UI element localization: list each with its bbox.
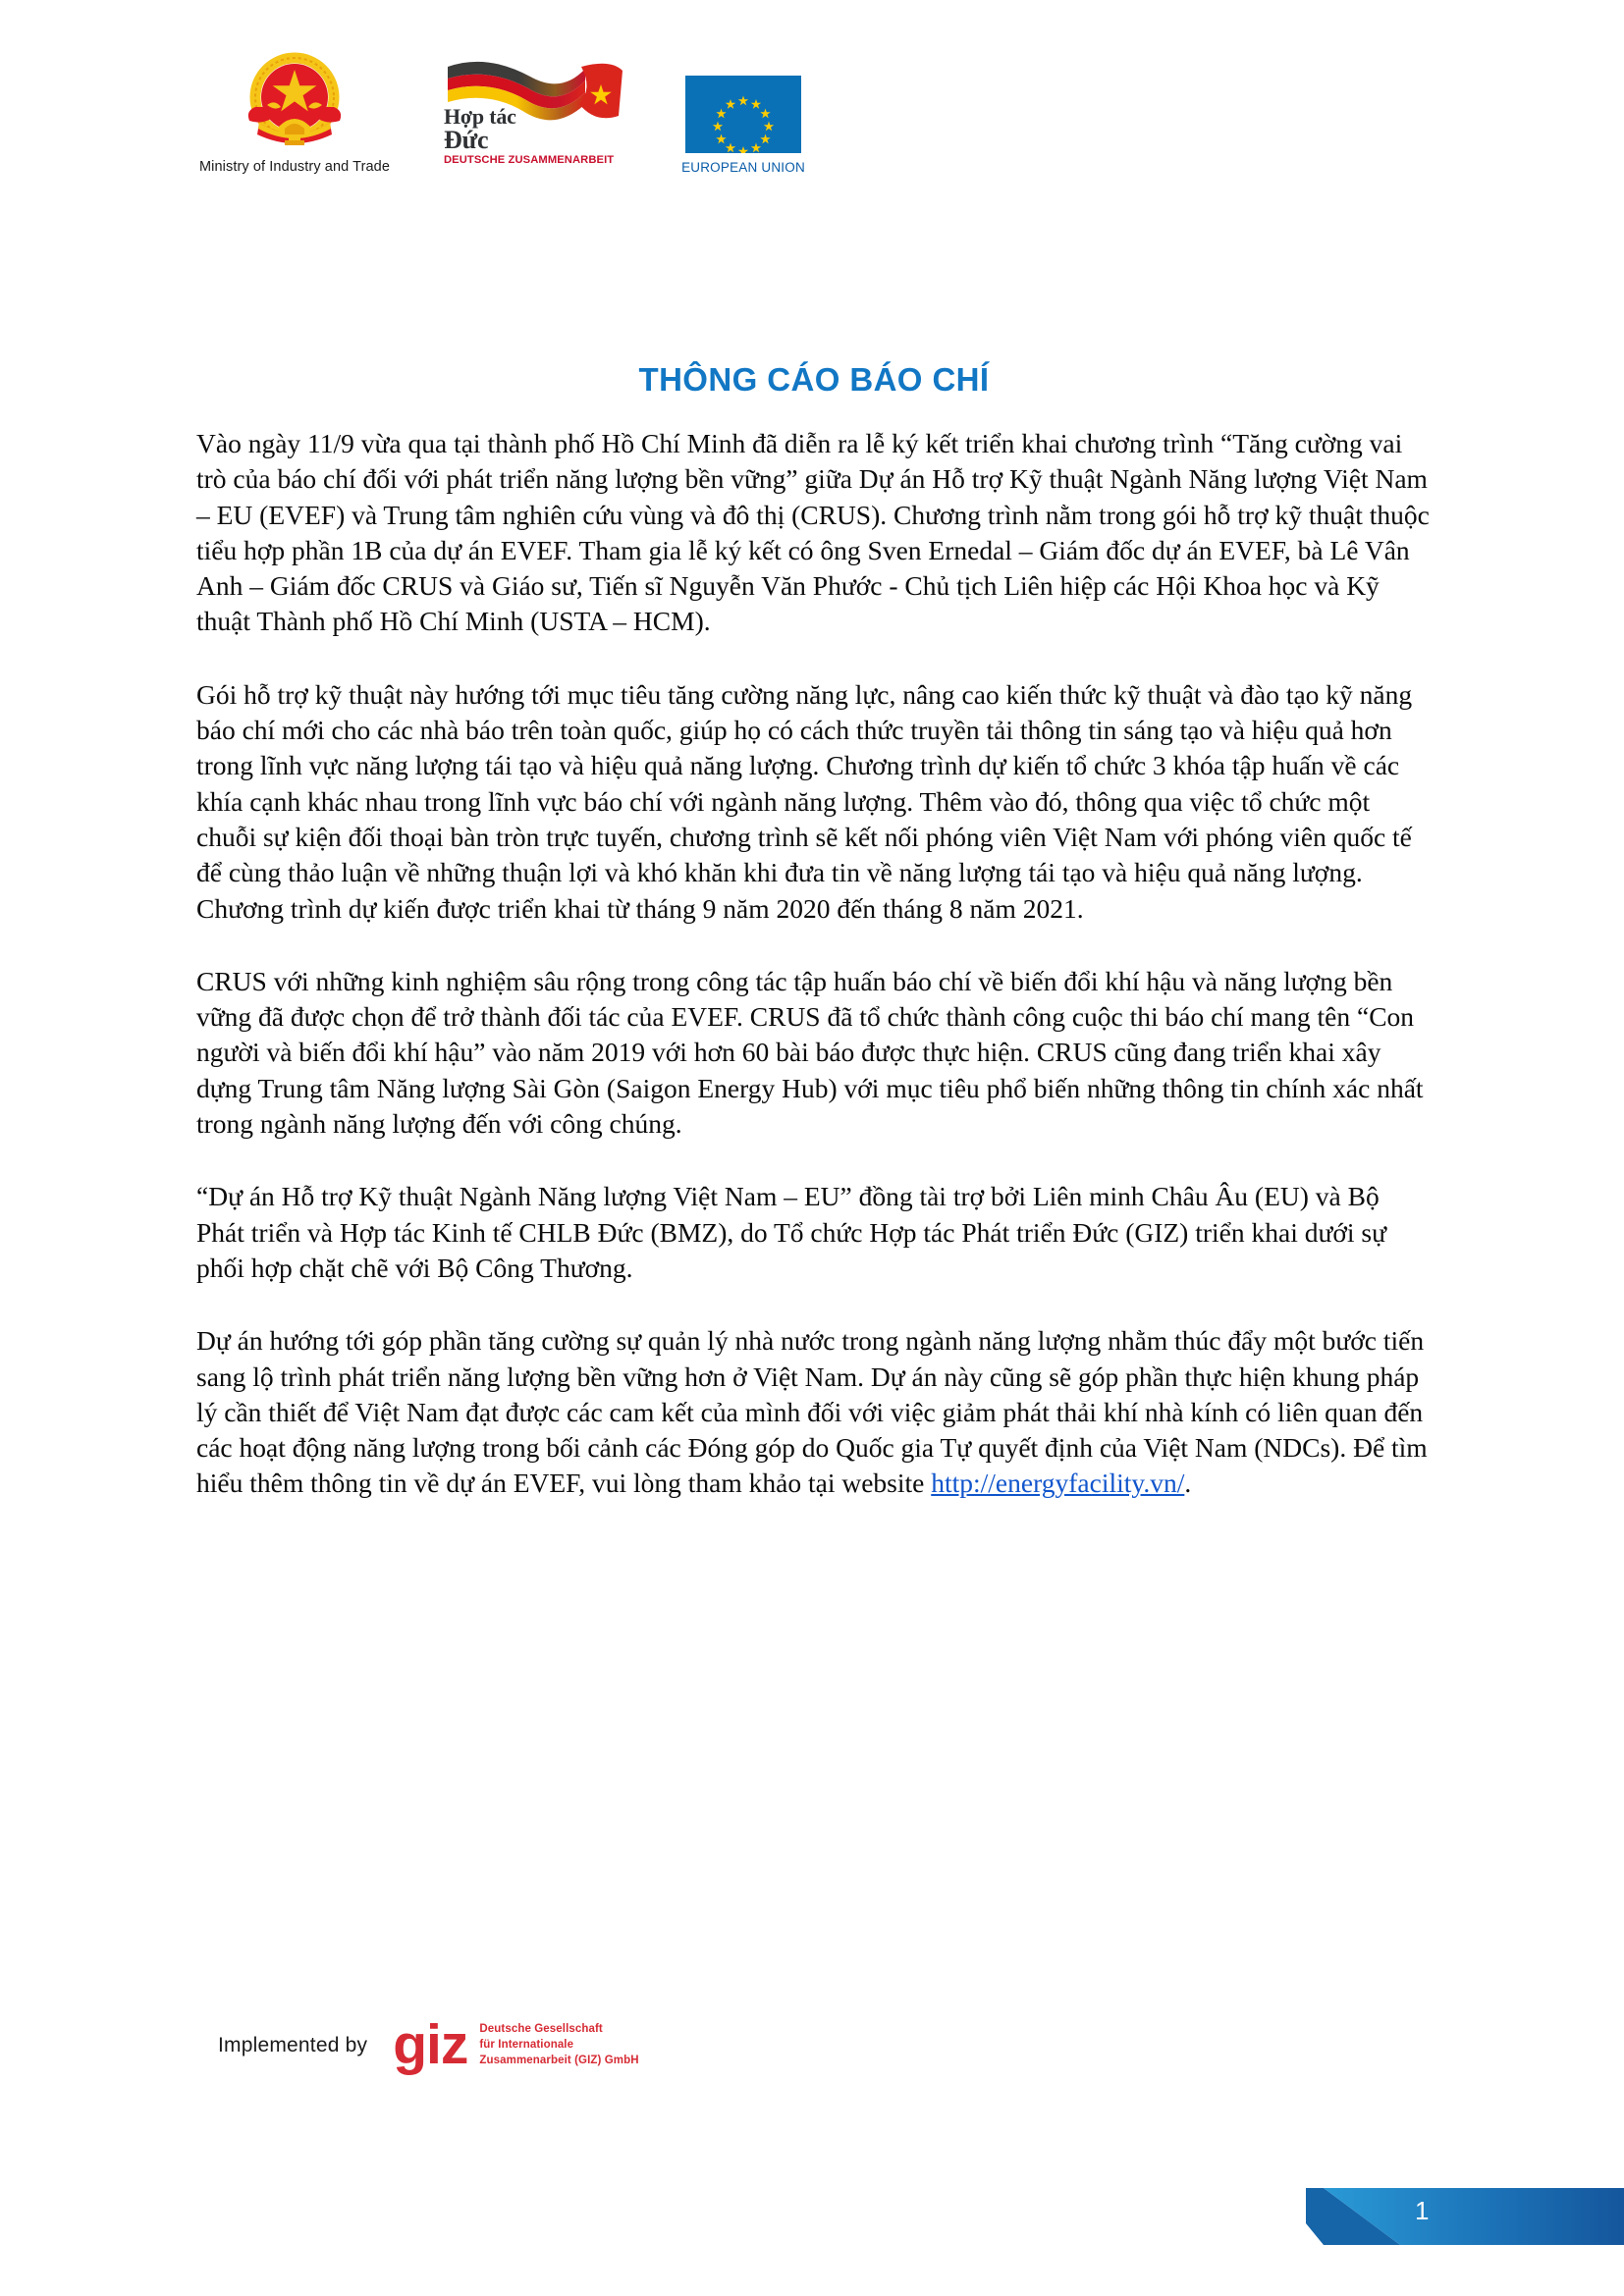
giz-subline-2: für Internationale: [479, 2038, 574, 2051]
logo-giz: [393, 2013, 639, 2077]
paragraph-crus: CRUS với những kinh nghiệm sâu rộng trong công tác tập huấn báo chí về biến đổi khí hậu và năng lượng bền vững đã được chọn để trở thành đối tác của EVEF. CRUS đã tổ chức thành công cuộc thi báo chí mang tên “Con người và biến đổi khí hậu” vào năm 2019 với hơn 60 bài báo được thực hiện. CRUS cũng đang triển khai xây dựng Trung tâm Năng lượng Sài Gòn (Saigon Energy Hub) với mục tiêu phổ biến những thông tin chính xác nhất trong ngành năng lượng đến với công chúng.: [196, 965, 1424, 1140]
evef-website-link[interactable]: http://energyfacility.vn/: [931, 1468, 1185, 1499]
vietnam-national-emblem-icon: [242, 50, 348, 152]
vietnam-ministry-label: Ministry of Industry and Trade: [199, 159, 390, 175]
closing-text-after-link: .: [1184, 1468, 1192, 1499]
logo-german-cooperation: [438, 49, 624, 175]
paragraph-funding: “Dự án Hỗ trợ Kỹ thuật Ngành Năng lượng Việt Nam – EU” đồng tài trợ bởi Liên minh Châu Âu (EU) và Bộ Phát triển và Hợp tác Kinh tế CHLB Đức (BMZ), do Tổ chức Hợp tác Phát triển Đức (GIZ) triển khai dưới sự phối hợp chặt chẽ với Bộ Công Thương.: [196, 1181, 1387, 1283]
document-body: [196, 361, 1432, 1502]
german-cooperation-wordmark: [444, 106, 614, 166]
paragraph-intro: Vào ngày 11/9 vừa qua tại thành phố Hồ Chí Minh đã diễn ra lễ ký kết triển khai chương trình “Tăng cường vai trò của báo chí đối với phát triển năng lượng bền vững” giữa Dự án Hỗ trợ Kỹ thuật Ngành Năng lượng Việt Nam – EU (EVEF) và Trung tâm nghiên cứu vùng và đô thị (CRUS). Chương trình nằm trong gói hỗ trợ kỹ thuật thuộc tiểu hợp phần 1B của dự án EVEF. Tham gia lễ ký kết có ông Sven Ernedal – Giám đốc dự án EVEF, bà Lê Vân Anh – Giám đốc CRUS và Giáo sư, Tiến sĩ Nguyễn Văn Phước - Chủ tịch Liên hiệp các Hội Khoa học và Kỹ thuật Thành phố Hồ Chí Minh (USTA – HCM).: [196, 428, 1430, 637]
closing-text-before-link: Dự án hướng tới góp phần tăng cường sự quản lý nhà nước trong ngành năng lượng nhằm thúc đẩy một bước tiến sang lộ trình phát triển năng lượng bền vững hơn ở Việt Nam. Dự án này cũng sẽ góp phần thực hiện khung pháp lý cần thiết để Việt Nam đạt được các cam kết của mình đối với việc giảm phát thải khí nhà kính có liên quan đến các hoạt động năng lượng trong bối cảnh các Đóng góp do Quốc gia Tự quyết định của Việt Nam (NDCs). Để tìm hiểu thêm thông tin về dự án EVEF, vui lòng tham khảo tại website: [196, 1325, 1428, 1499]
eu-flag-icon: [685, 76, 801, 153]
coop-line-2: Đức: [444, 126, 489, 155]
page-number-banner: [1306, 2178, 1624, 2245]
giz-subline: [479, 2022, 638, 2069]
logo-european-union: [670, 76, 817, 175]
paragraph-technical-package: Gói hỗ trợ kỹ thuật này hướng tới mục tiêu tăng cường năng lực, nâng cao kiến thức kỹ thuật và đào tạo kỹ năng báo chí mới cho các nhà báo trên toàn quốc, giúp họ có cách thức truyền tải thông tin sáng tạo và hiệu quả hơn trong lĩnh vực năng lượng tái tạo và hiệu quả năng lượng. Chương trình dự kiến tổ chức 3 khóa tập huấn về các khía cạnh khác nhau trong lĩnh vực báo chí với ngành năng lượng. Thêm vào đó, thông qua việc tổ chức một chuỗi sự kiện đối thoại bàn tròn trực tuyến, chương trình sẽ kết nối phóng viên Việt Nam với phóng viên quốc tế để cùng thảo luận về những thuận lợi và khó khăn khi đưa tin về năng lượng tái tạo và hiệu quả năng lượng. Chương trình dự kiến được triển khai từ tháng 9 năm 2020 đến tháng 8 năm 2021.: [196, 678, 1413, 924]
paragraph-closing: [196, 1323, 1432, 1501]
implemented-by-label: Implemented by: [218, 2033, 368, 2056]
logo-vietnam-ministry: [196, 50, 393, 175]
page-title: THÔNG CÁO BÁO CHÍ: [638, 361, 990, 398]
giz-wordmark: giz: [393, 2013, 468, 2077]
coop-line-3: DEUTSCHE ZUSAMMENARBEIT: [444, 154, 615, 167]
giz-subline-3: Zusammenarbeit (GIZ) GmbH: [479, 2054, 639, 2066]
european-union-label: EUROPEAN UNION: [681, 160, 805, 175]
header-logo-row: [196, 27, 844, 175]
banner-shape-icon: [1306, 2178, 1624, 2245]
page-number: 1: [1415, 2196, 1430, 2225]
giz-subline-1: Deutsche Gesellschaft: [479, 2023, 603, 2035]
coop-line-1: Hợp tác: [444, 104, 516, 129]
footer-implemented-by: [218, 2013, 639, 2077]
